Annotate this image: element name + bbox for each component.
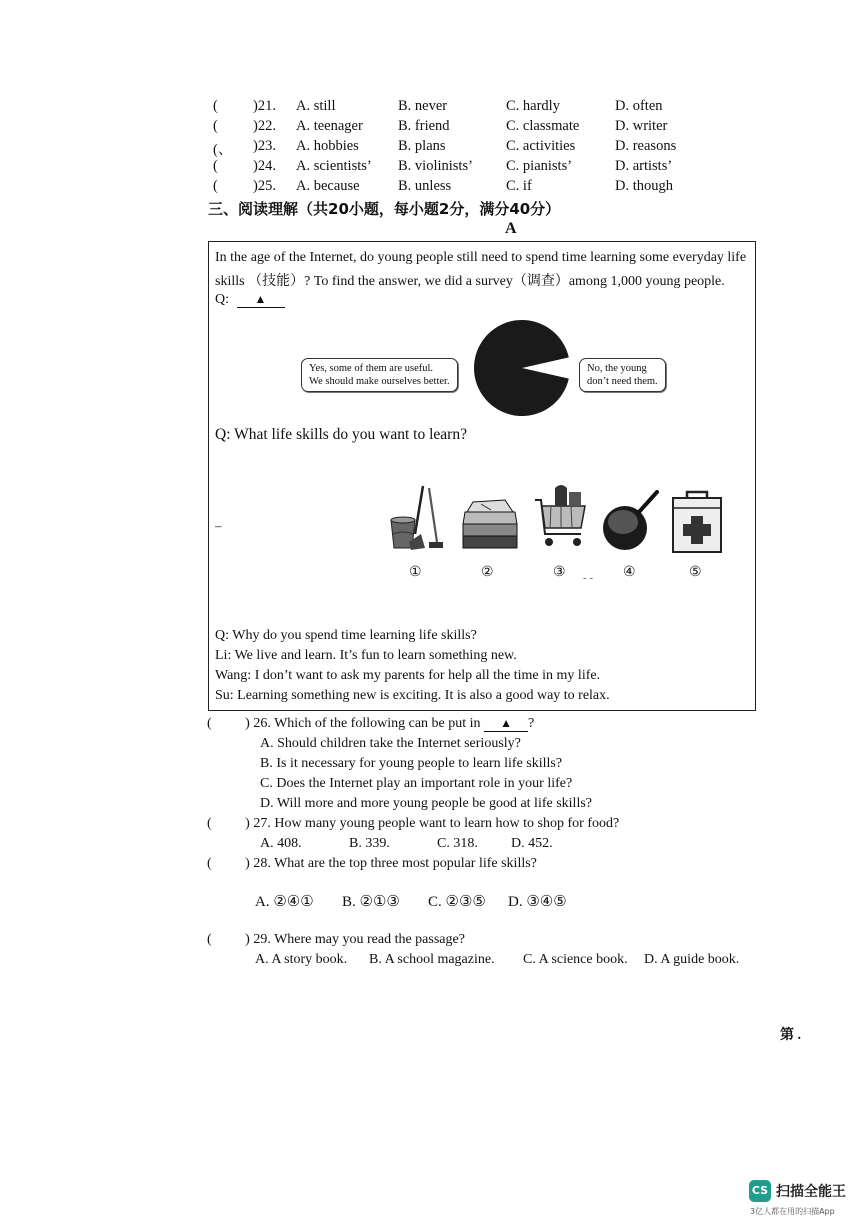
scanner-tagline: 3亿人都在用的扫描App — [750, 1207, 835, 1216]
survey-box — [208, 241, 756, 711]
scanner-logo-icon: CS — [749, 1180, 771, 1202]
question-number: )21. — [253, 98, 276, 114]
folded-clothes-icon — [459, 494, 521, 552]
q26-option-b: B. Is it necessary for young people to learn life skills? — [260, 756, 563, 771]
skill-label-5: ⑤ — [689, 565, 702, 580]
option-d: D. artists’ — [615, 158, 673, 174]
option-c: C. activities — [506, 138, 576, 154]
q27-option-d: D. 452. — [511, 836, 553, 851]
q29-option-c: C. A science book. — [523, 952, 628, 967]
skill-label-4: ④ — [623, 565, 636, 580]
option-b: B. unless — [398, 178, 452, 194]
skill-label-3: ③ — [553, 565, 566, 580]
q26-option-d: D. Will more and more young people be good at life skills? — [260, 796, 592, 811]
q26-option-c: C. Does the Internet play an important role in your life? — [260, 776, 573, 791]
question-number: )22. — [253, 118, 276, 134]
intro-line-2: skills （技能）? To find the answer, we did a survey（调查）among 1,000 young people. — [215, 274, 725, 289]
shopping-cart-icon — [531, 482, 591, 556]
option-c: C. if — [506, 178, 532, 194]
answer-paren: ( — [207, 716, 212, 731]
yes-text-line-2: We should make ourselves better. — [309, 376, 450, 387]
dots: - - — [583, 572, 594, 584]
answer-paren: ( — [213, 118, 218, 134]
q27-option-b: B. 339. — [349, 836, 390, 851]
frying-pan-icon — [601, 490, 661, 554]
page-mark: 第 . — [780, 1028, 801, 1043]
q1-label — [215, 292, 285, 308]
dialogue-question: Q: Why do you spend time learning life skills? — [215, 628, 477, 643]
pie-percent-label: 7.1% — [545, 364, 566, 375]
option-a: A. teenager — [296, 118, 363, 134]
answer-paren: ( — [207, 856, 212, 871]
option-a: A. hobbies — [296, 138, 359, 154]
q26-option-a: A. Should children take the Internet seriously? — [260, 736, 521, 751]
question-stem: ) 29. Where may you read the passage? — [245, 932, 465, 947]
blank-triangle: ▲ — [484, 716, 528, 732]
question-number: )25. — [253, 178, 276, 194]
option-d: D. often — [615, 98, 663, 114]
q29-option-d: D. A guide book. — [644, 952, 740, 967]
cleaning-tools-icon — [385, 484, 445, 556]
question-28 — [207, 856, 537, 872]
question-mark: ? — [528, 716, 535, 731]
section-heading: 三、阅读理解（共20小题，每小题2分，满分40分） — [208, 200, 561, 218]
option-d: D. though — [615, 178, 673, 194]
answer-paren: ( — [207, 816, 212, 831]
question-26 — [207, 716, 534, 732]
question-stem: ) 26. Which of the following can be put in — [245, 716, 481, 731]
q27-option-c: C. 318. — [437, 836, 478, 851]
option-d: D. writer — [615, 118, 668, 134]
option-c: C. pianists’ — [506, 158, 573, 174]
dash-mark: – — [215, 518, 222, 533]
dialogue-wang: Wang: I don’t want to ask my parents for help all the time in my life. — [215, 668, 601, 683]
dialogue-li: Li: We live and learn. It’s fun to learn something new. — [215, 648, 517, 663]
q28-option-d: D. ③④⑤ — [508, 894, 567, 910]
no-text-line-1: No, the young — [587, 363, 647, 374]
question-stem: ) 28. What are the top three most popular life skills? — [245, 856, 537, 871]
question-number: )24. — [253, 158, 276, 174]
q29-option-a: A. A story book. — [255, 952, 348, 967]
q28-option-c: C. ②③⑤ — [428, 894, 486, 910]
yes-text-line-1: Yes, some of them are useful. — [309, 363, 434, 374]
first-aid-kit-icon — [671, 488, 723, 554]
option-c: C. classmate — [506, 118, 580, 134]
option-a: A. because — [296, 178, 360, 194]
question-27 — [207, 816, 619, 832]
intro-line-1: In the age of the Internet, do young people still need to spend time learning some everyday life — [215, 250, 747, 265]
option-d: D. reasons — [615, 138, 677, 154]
scanner-name: 扫描全能王 — [776, 1184, 846, 1200]
question-stem: ) 27. How many young people want to learn how to shop for food? — [245, 816, 620, 831]
no-text-line-2: don’t need them. — [587, 376, 658, 387]
option-b: B. friend — [398, 118, 450, 134]
answer-paren: ( — [213, 158, 218, 174]
answer-paren: ( — [213, 98, 218, 114]
q-label: Q: — [215, 292, 229, 307]
question-29 — [207, 932, 465, 948]
q28-option-b: B. ②①③ — [342, 894, 400, 910]
option-a: A. scientists’ — [296, 158, 372, 174]
q28-option-a: A. ②④① — [255, 894, 314, 910]
skill-label-2: ② — [481, 565, 494, 580]
answer-paren: (、 — [213, 142, 233, 158]
option-c: C. hardly — [506, 98, 560, 114]
passage-label: A — [505, 220, 517, 237]
question-number: )23. — [253, 138, 276, 154]
q27-option-a: A. 408. — [260, 836, 302, 851]
yes-opinion-bubble — [301, 358, 458, 392]
no-opinion-bubble — [579, 358, 666, 392]
option-b: B. plans — [398, 138, 446, 154]
blank-triangle: ▲ — [237, 292, 285, 308]
answer-paren: ( — [213, 178, 218, 194]
q29-option-b: B. A school magazine. — [369, 952, 495, 967]
option-b: B. never — [398, 98, 448, 114]
answer-paren: ( — [207, 932, 212, 947]
dialogue-su: Su: Learning something new is exciting. It is also a good way to relax. — [215, 688, 610, 703]
skill-label-1: ① — [409, 565, 422, 580]
option-b: B. violinists’ — [398, 158, 473, 174]
option-a: A. still — [296, 98, 336, 114]
question-life-skills: Q: What life skills do you want to learn? — [215, 426, 467, 443]
